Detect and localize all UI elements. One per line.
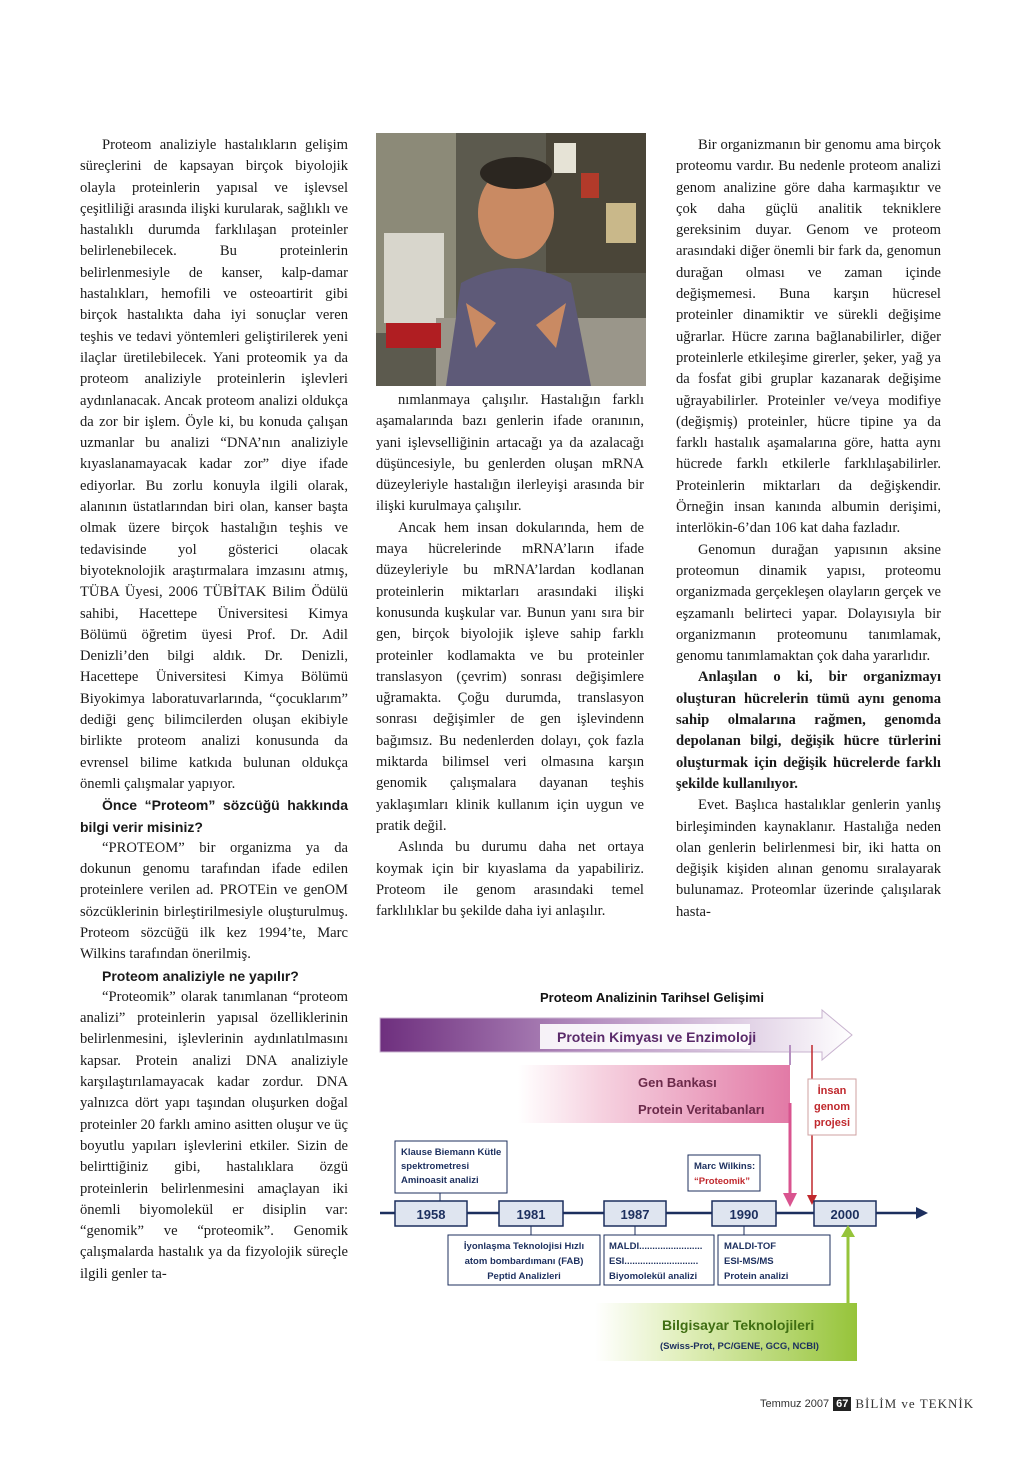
svg-text:1981: 1981 (516, 1207, 546, 1222)
gene-bank-label: Gen Bankası (638, 1075, 717, 1090)
page-number: 67 (833, 1397, 851, 1411)
box-wilkins (688, 1155, 760, 1191)
box-fab (448, 1226, 600, 1285)
paragraph: Anlaşılan o ki, bir organizmayı oluşturan hücrelerin tümü aynı genoma sahip olmalarına rağmen, genomda depolanan bilgi, değişik hücre türlerini oluşturmak için değişik hücrelerde farklı şekilde kullanılıyor. (676, 669, 941, 792)
svg-text:Aminoasit analizi: Aminoasit analizi (401, 1175, 479, 1186)
box-maldi (604, 1226, 714, 1285)
svg-text:Klause Biemann Kütle: Klause Biemann Kütle (401, 1147, 502, 1158)
svg-text:Biyomolekül analizi: Biyomolekül analizi (609, 1271, 698, 1282)
paragraph: Ancak hem insan dokularında, hem de maya hücrelerinde mRNA’ların ifade düzeyleriyle bu mRNA’lardan kodlanan proteinlerin miktarları arasındaki ilişki konusunda kuşkular var. Bunun yanı sıra bir gen, birçok biyolojik işleve sahip farklı proteinler kodlamakta ve bu proteinler translasyon (çevrim) sonrası değişimlere uğramakta. Çoğu durumda, translasyon sonrası değişimler de gen işlevindenn bağımsız. Bu nedenlerden dolayı, çok fazla miktarda bilimsel veri olmasına karşın genomik çalışmalara dayanan teşhis yaklaşımları klinik kullanım için uygun ve pratik değil. (376, 519, 644, 834)
page-footer (760, 1396, 974, 1412)
history-diagram (360, 985, 960, 1375)
band-protein-chemistry (380, 1010, 852, 1060)
paragraph: Genomun durağan yapısının aksine proteomun dinamik yapısı, proteomu organizmada gerçekleşen olayların gerçek ve eşzamanlı belirteci yapar. Dolayısıyla bir organizmanın proteomunu tanımlamak, genomu tanımlamaktan çok daha yararlıdır. (676, 541, 941, 665)
year-2000 (814, 1201, 876, 1226)
svg-text:MALDI-TOF: MALDI-TOF (724, 1241, 777, 1252)
svg-text:projesi: projesi (813, 1117, 851, 1129)
paragraph: Bir organizmanın bir genomu ama birçok proteomu vardır. Bu nedenle proteom analizi genom analizine göre daha karmaşıktır ve çok daha güçlü analitik tekniklere gereksinim duyar. Genom ve proteom arasındaki diğer önemli bir fark da, genomun durağan olması ve zaman içinde değişmemesi. Buna karşın hücresel proteinler dinamiktir ve sürekli değişime uğrarlar. Hücre zarına bağlanabilirler, diğer proteinlerle etkileşime girerler, şeker, yağ ya da fosfat gibi gruplar kazanarak değişime uğrayabilirler. Proteinler ve/veya modifiye (değişmiş) proteinler, hücre tipine ya da farklı hastalık aşamalarına göre, hatta aynı hücrede farklı etkilerle farklılaşabilirler. Proteinlerin miktarları da değişkendir. Örneğin insan kanında albumin derişimi, interlökin-6’dan 106 kat daha fazladır. (676, 137, 941, 537)
svg-text:atom bombardımanı (FAB): atom bombardımanı (FAB) (464, 1256, 584, 1267)
paragraph: Evet. Başlıca hastalıklar genlerin yanlış birleşiminden kaynaklanır. Hastalığa neden olan genlerin belirlenmesi bir, iki hatta on değişik kişiden alınan genomu sıralayarak bulunamaz. Proteomlar üzerinde çalışılarak hasta- (676, 797, 941, 920)
computer-tech-sub: (Swiss-Prot, PC/GENE, GCG, NCBI) (660, 1341, 819, 1352)
article-column-1 (80, 135, 348, 1285)
year-1958 (395, 1201, 467, 1226)
svg-text:Marc Wilkins:: Marc Wilkins: (694, 1161, 756, 1172)
paragraph: Aslında bu durumu daha net ortaya koymak için bir kıyaslama da yapabiliriz. Proteom ile genom arasındaki temel farklılıklar bu şekilde daha iyi anlaşılır. (376, 839, 644, 920)
band-protein-chemistry-label: Protein Kimyası ve Enzimoloji (557, 1029, 757, 1045)
svg-text:“Proteomik”: “Proteomik” (694, 1176, 750, 1187)
interview-photo (376, 133, 646, 386)
box-biemann (395, 1141, 507, 1193)
svg-text:MALDI........................: MALDI........................ (609, 1241, 703, 1252)
question: Proteom analiziyle ne yapılır? (102, 967, 299, 984)
computer-tech-label: Bilgisayar Teknolojileri (662, 1317, 815, 1333)
timeline (380, 1201, 928, 1226)
svg-text:1958: 1958 (416, 1207, 446, 1222)
paragraph: Proteom analiziyle hastalıkların gelişim süreçlerini de kapsayan birçok biyolojik olayla proteinlerin yapısal ve işlevsel çeşitliliği arasında ilişki kurularak, sağlıklı ve hastalıklı durumda farklılaşan proteinler belirlenebilecek. Bu proteinlerin belirlenmesiyle de kanser, kalp-damar hastalıkları, hemofili ve osteoartirit gibi birçok hastalıkta daha iyi sonuçlar veren teşhis ve tedavi yöntemleri geliştirilerek yeni ilaçlar üretilebilecek. Yani proteomik ya da proteom analiziyle proteinlerin işlevleri aydınlanacak. Ancak proteom analizi oldukça da zor bir işlem. Öyle ki, bu konuda çalışan uzmanlar bu analizi “DNA’nın analiziyle kıyaslanamayacak kadar zor” diye ifade ediyorlar. Bu zorlu konuyla ilgili olarak, alanının üstatlarından biri olan, kanser başta olmak üzere birçok hastalığın teşhis ve tedavisinde yol gösterici olacak biyoteknolojik araştırmalara imzasını atmış, TÜBA Üyesi, 2006 TÜBİTAK Bilim Ödülü sahibi, Hacettepe Üniversitesi Kimya Bölümü öğretim üyesi Prof. Dr. Adil Denizli’den bilgi aldık. Dr. Denizli, Hacettepe Üniversitesi Kimya Bölümü Biyokimya laboratuvarlarında, “çocuklarım” dediği genç bilimcilerden oluşan ekibiyle birlikte proteom analizi konusunda da evrensel bilime katkıda bulunan oldukça önemli çalışmalar yapıyor. (80, 137, 348, 792)
svg-text:genom: genom (813, 1101, 851, 1113)
article-column-2 (376, 390, 644, 922)
paragraph: nımlanmaya çalışılır. Hastalığın farklı aşamalarında bazı genlerin ifade oranının, yani işlevselliğinin artacağı ya da azalacağı düşüncesiyle, bu genlerden oluşan mRNA düzeyleriyle hastalığın ilerleyişi arasında bir ilişki kurulmaya çalışılır. (376, 392, 644, 515)
svg-text:Peptid Analizleri: Peptid Analizleri (487, 1271, 561, 1282)
svg-text:1987: 1987 (620, 1207, 650, 1222)
year-1990 (712, 1201, 776, 1226)
paragraph: “PROTEOM” bir organizma ya da dokunun genomu tarafından ifade edilen proteinlere verilen ad. PROTEin ve genOM sözcüklerinin birleştirilmesiyle oluşturulmuş. Proteom sözcüğü ilk kez 1994’te, Marc Wilkins tarafından önerilmiş. (80, 839, 348, 963)
protein-databases-label: Protein Veritabanları (638, 1102, 765, 1117)
article-column-3 (676, 135, 941, 923)
svg-text:2000: 2000 (830, 1207, 860, 1222)
svg-text:ESI...........................: ESI............................ (609, 1256, 699, 1267)
svg-text:İyonlaşma Teknolojisi Hızlı: İyonlaşma Teknolojisi Hızlı (463, 1241, 585, 1252)
svg-text:Protein analizi: Protein analizi (724, 1271, 789, 1282)
svg-text:spektrometresi: spektrometresi (401, 1161, 470, 1172)
diagram-title: Proteom Analizinin Tarihsel Gelişimi (540, 990, 764, 1005)
question: Önce “Proteom” sözcüğü hakkında bilgi verir misiniz? (80, 797, 348, 835)
paragraph: “Proteomik” olarak tanımlanan “proteom analizi” proteinlerin yapısal özelliklerinin belirlenmesini, işlevlerinin aydınlatılmasını kapsar. Protein analizi DNA analiziyle karşılaştırılamayacak kadar zordur. DNA yalnızca dört yapı taşından oluşurken doğal proteinler 20 farklı amino asitten oluşur ve üç boyutlu yapıları işlevlerini etkiler. Sizin de belirttiğiniz gibi, hastalıklara özgü proteinlerin belirlenmesini amaçlayan iki önemli biyomolekül er disiplin var: “genomik” ve “proteomik”. Genomik çalışmalarda hastalık ya da fizyolojik süreçle ilgili genler ta- (80, 988, 348, 1282)
magazine-brand: BİLİM ve TEKNİK (855, 1396, 975, 1411)
year-1981 (499, 1201, 563, 1226)
year-1987 (604, 1201, 666, 1226)
footer-date: Temmuz 2007 (760, 1398, 830, 1410)
box-maldi-tof (718, 1226, 830, 1285)
photo-image (376, 133, 646, 386)
human-genome-label (807, 1045, 856, 1205)
svg-text:İnsan: İnsan (817, 1085, 847, 1097)
svg-text:ESI-MS/MS: ESI-MS/MS (724, 1256, 774, 1267)
svg-text:1990: 1990 (729, 1207, 759, 1222)
